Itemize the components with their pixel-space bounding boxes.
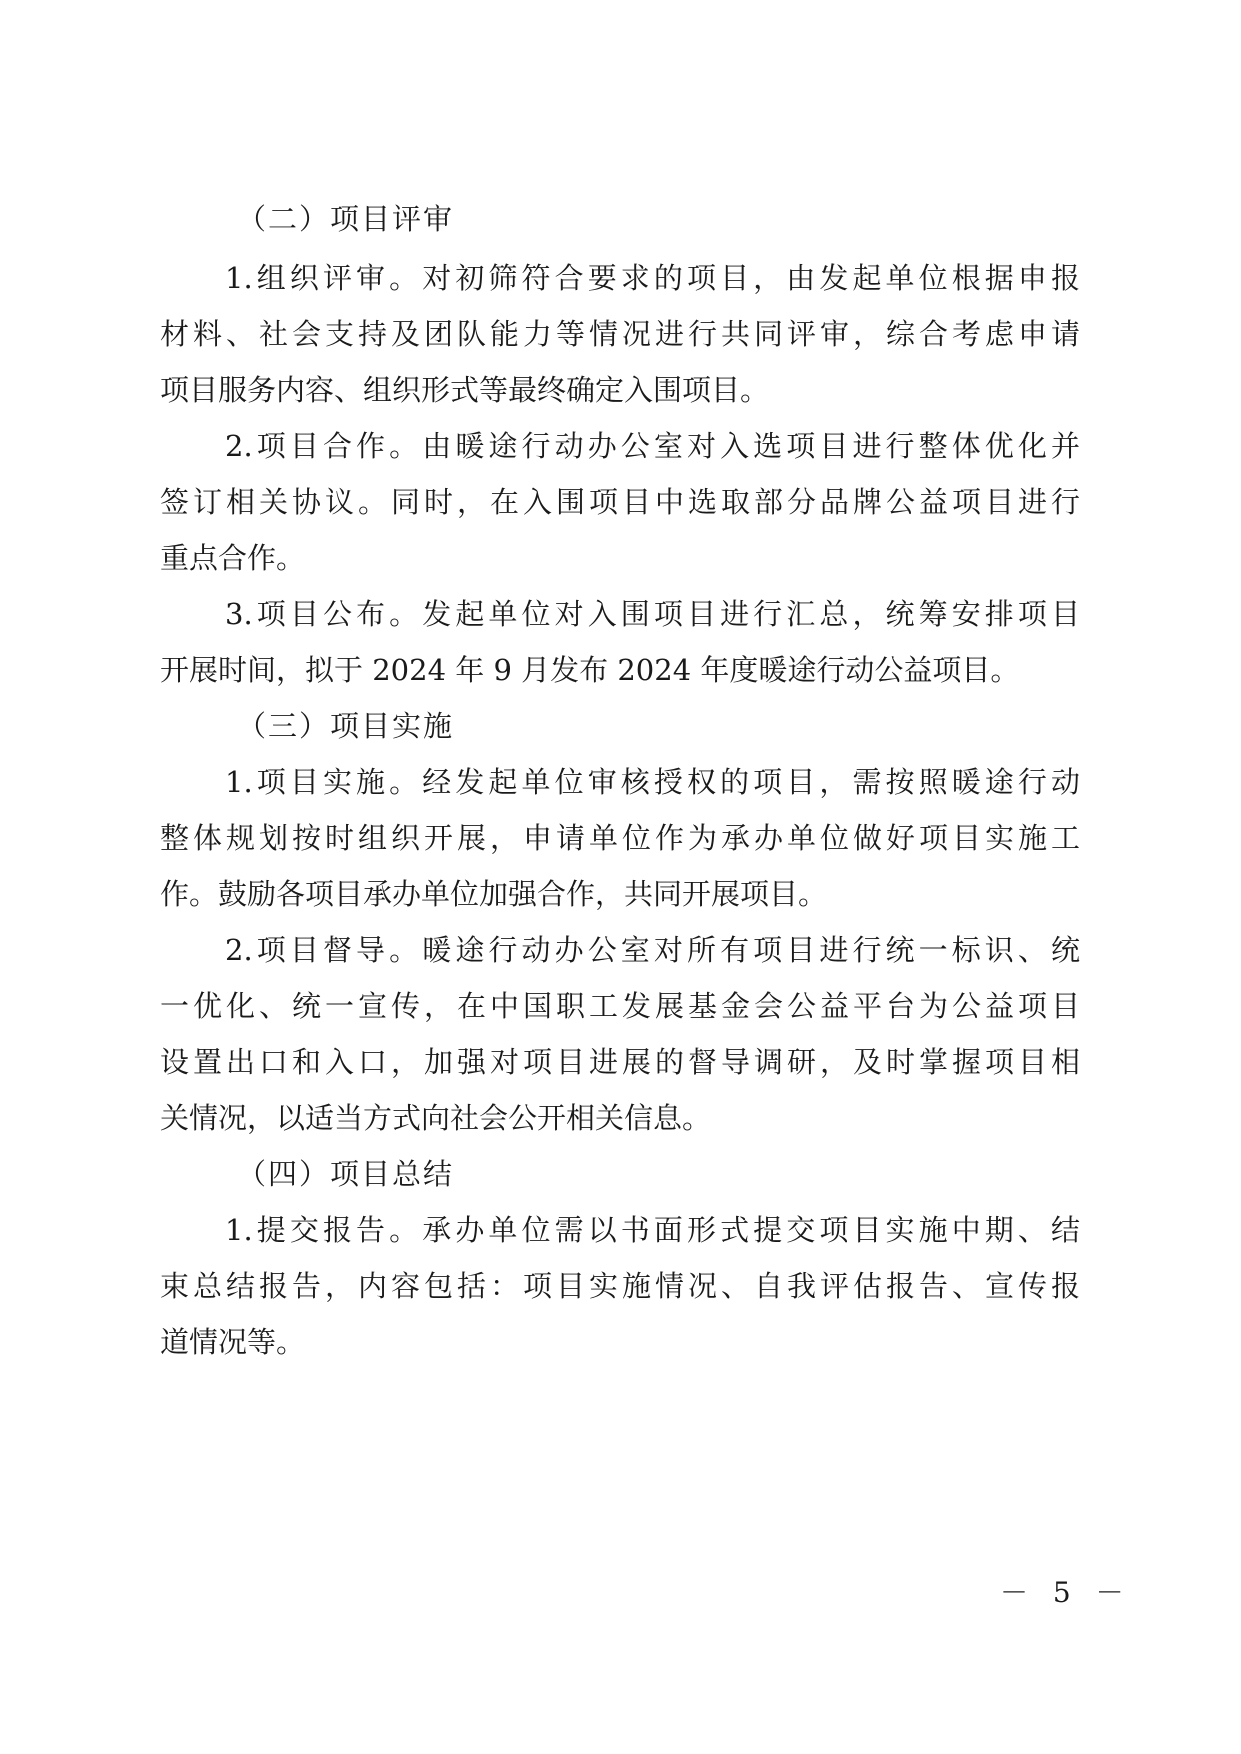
paragraph-line: 重点合作。 bbox=[160, 541, 306, 575]
paragraph-line: 3.项目公布。发起单位对入围项目进行汇总，统筹安排项目 bbox=[225, 597, 1080, 631]
paragraph-line: 道情况等。 bbox=[160, 1325, 306, 1359]
paragraph-line: 整体规划按时组织开展，申请单位作为承办单位做好项目实施工 bbox=[160, 821, 1080, 855]
paragraph-line: 设置出口和入口，加强对项目进展的督导调研，及时掌握项目相 bbox=[160, 1045, 1080, 1079]
paragraph-line: 束总结报告，内容包括：项目实施情况、自我评估报告、宣传报 bbox=[160, 1269, 1080, 1303]
paragraph-line: 1.提交报告。承办单位需以书面形式提交项目实施中期、结 bbox=[225, 1213, 1080, 1247]
section-heading-summary: （四）项目总结 bbox=[237, 1157, 455, 1191]
section-heading-review: （二）项目评审 bbox=[237, 202, 455, 236]
paragraph-line: 开展时间，拟于 2024 年 9 月发布 2024 年度暖途行动公益项目。 bbox=[160, 653, 1020, 687]
paragraph-line: 材料、社会支持及团队能力等情况进行共同评审，综合考虑申请 bbox=[160, 317, 1080, 351]
section-heading-implementation: （三）项目实施 bbox=[237, 709, 455, 743]
paragraph-line: 签订相关协议。同时，在入围项目中选取部分品牌公益项目进行 bbox=[160, 485, 1080, 519]
paragraph-line: 项目服务内容、组织形式等最终确定入围项目。 bbox=[160, 373, 770, 407]
paragraph-line: 关情况，以适当方式向社会公开相关信息。 bbox=[160, 1101, 712, 1135]
paragraph-line: 一优化、统一宣传，在中国职工发展基金会公益平台为公益项目 bbox=[160, 989, 1080, 1023]
paragraph-line: 作。鼓励各项目承办单位加强合作，共同开展项目。 bbox=[160, 877, 828, 911]
paragraph-line: 2.项目合作。由暖途行动办公室对入选项目进行整体优化并 bbox=[225, 429, 1080, 463]
paragraph-line: 1.组织评审。对初筛符合要求的项目，由发起单位根据申报 bbox=[225, 261, 1080, 295]
paragraph-line: 1.项目实施。经发起单位审核授权的项目，需按照暖途行动 bbox=[225, 765, 1080, 799]
paragraph-line: 2.项目督导。暖途行动办公室对所有项目进行统一标识、统 bbox=[225, 933, 1080, 967]
page-number: － 5 － bbox=[1000, 1576, 1132, 1609]
